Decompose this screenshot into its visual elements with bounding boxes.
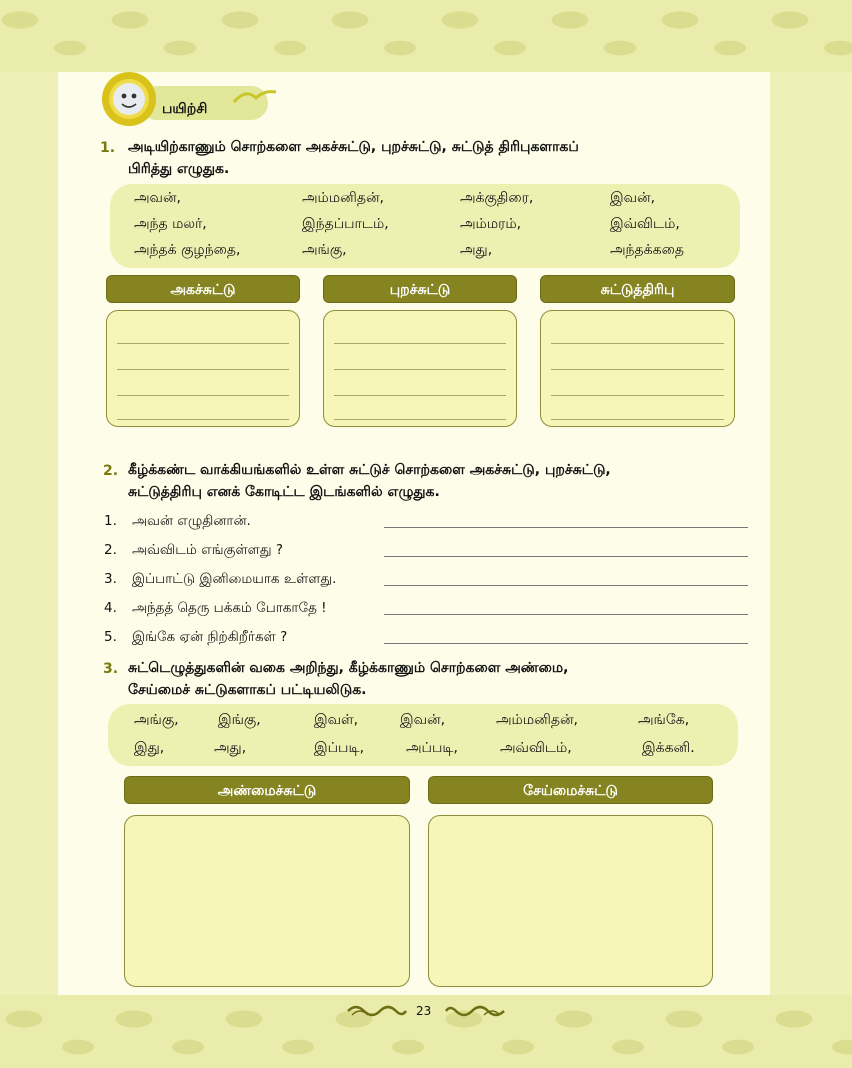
- answer-box-seymaichuttu[interactable]: [428, 815, 713, 987]
- q2-item-number: 3.: [104, 571, 117, 587]
- top-decorative-band: [0, 0, 852, 72]
- writing-line: [334, 369, 506, 370]
- writing-line: [117, 395, 289, 396]
- q3-word: அங்கே,: [638, 712, 690, 728]
- footer-ornament-right-icon: [444, 1003, 506, 1019]
- q1-line2: பிரித்து எழுதுக.: [128, 161, 230, 177]
- answer-box-chuttuthiribu[interactable]: [540, 310, 735, 427]
- q3-word: அது,: [214, 740, 247, 756]
- q1-word: அங்கு,: [302, 242, 347, 258]
- q2-answer-line[interactable]: [384, 614, 748, 615]
- q3-number: 3.: [103, 661, 119, 677]
- q3-word: இவள்,: [314, 712, 359, 728]
- header-anmaichuttu: அண்மைச்சுட்டு: [124, 776, 410, 804]
- writing-line: [117, 369, 289, 370]
- q1-word: அக்குதிரை,: [460, 190, 534, 206]
- bird-icon: [232, 86, 278, 108]
- q2-item-number: 1.: [104, 513, 117, 529]
- q2-line2: சுட்டுத்திரிபு எனக் கோடிட்ட இடங்களில் எழுதுக.: [128, 484, 440, 500]
- q2-item-number: 4.: [104, 600, 117, 616]
- q2-line1: கீழ்க்கண்ட வாக்கியங்களில் உள்ள சுட்டுச் சொற்களை அகச்சுட்டு, புறச்சுட்டு,: [128, 462, 611, 478]
- q2-answer-line[interactable]: [384, 527, 748, 528]
- q2-item-number: 2.: [104, 542, 117, 558]
- q2-answer-line[interactable]: [384, 556, 748, 557]
- q1-word: அந்த மலர்,: [134, 216, 207, 232]
- q1-word: இவன்,: [610, 190, 656, 206]
- header-chuttuthiribu: சுட்டுத்திரிபு: [540, 275, 735, 303]
- q3-line1: சுட்டெழுத்துகளின் வகை அறிந்து, கீழ்க்காணும் சொற்களை அண்மை,: [128, 660, 569, 676]
- writing-line: [551, 343, 724, 344]
- q3-word: இது,: [134, 740, 165, 756]
- q1-word: அவன்,: [134, 190, 181, 206]
- q3-word: அங்கு,: [134, 712, 179, 728]
- q3-word: இங்கு,: [218, 712, 261, 728]
- q3-word: இக்கனி.: [642, 740, 695, 756]
- q1-word: அந்தக்கதை: [610, 242, 684, 258]
- q1-word-box: [110, 184, 740, 268]
- writing-line: [334, 419, 506, 420]
- q3-word-box: [108, 704, 738, 766]
- writing-line: [551, 395, 724, 396]
- q1-word: அந்தக் குழந்தை,: [134, 242, 241, 258]
- header-seymaichuttu: சேய்மைச்சுட்டு: [428, 776, 713, 804]
- writing-line: [334, 343, 506, 344]
- q1-word: இவ்விடம்,: [610, 216, 680, 232]
- answer-box-akachuttu[interactable]: [106, 310, 300, 427]
- q2-answer-line[interactable]: [384, 585, 748, 586]
- q1-word: இந்தப்பாடம்,: [302, 216, 389, 232]
- q1-word: அம்மரம்,: [460, 216, 522, 232]
- q2-item-text: அவன் எழுதினான்.: [132, 513, 251, 529]
- header-purachuttu: புறச்சுட்டு: [323, 275, 517, 303]
- footer-ornament-left-icon: [346, 1003, 408, 1019]
- q3-word: அவ்விடம்,: [500, 740, 572, 756]
- q3-word: இப்படி,: [314, 740, 365, 756]
- answer-box-purachuttu[interactable]: [323, 310, 517, 427]
- q3-word: அப்படி,: [406, 740, 458, 756]
- q1-line1: அடியிற்காணும் சொற்களை அகச்சுட்டு, புறச்சுட்டு, சுட்டுத் திரிபுகளாகப்: [128, 139, 579, 155]
- q2-item-text: அந்தத் தெரு பக்கம் போகாதே !: [132, 600, 327, 616]
- q2-item-text: அவ்விடம் எங்குள்ளது ?: [132, 542, 283, 558]
- q2-number: 2.: [103, 463, 119, 479]
- header-akachuttu: அகச்சுட்டு: [106, 275, 300, 303]
- answer-box-anmaichuttu[interactable]: [124, 815, 410, 987]
- q2-item-text: இப்பாட்டு இனிமையாக உள்ளது.: [132, 571, 337, 587]
- q1-word: அது,: [460, 242, 493, 258]
- writing-line: [117, 343, 289, 344]
- q2-item-text: இங்கே ஏன் நிற்கிறீர்கள் ?: [132, 629, 288, 645]
- sun-icon: [100, 70, 158, 128]
- q3-line2: சேய்மைச் சுட்டுகளாகப் பட்டியலிடுக.: [128, 682, 367, 698]
- writing-line: [334, 395, 506, 396]
- q3-word: இவன்,: [400, 712, 446, 728]
- q1-word: அம்மனிதன்,: [302, 190, 384, 206]
- writing-line: [551, 369, 724, 370]
- q2-answer-line[interactable]: [384, 643, 748, 644]
- page-number: 23: [416, 1004, 432, 1018]
- q2-item-number: 5.: [104, 629, 117, 645]
- writing-line: [117, 419, 289, 420]
- q1-number: 1.: [100, 140, 116, 156]
- q3-word: அம்மனிதன்,: [496, 712, 578, 728]
- page-title: பயிற்சி: [162, 101, 208, 117]
- writing-line: [551, 419, 724, 420]
